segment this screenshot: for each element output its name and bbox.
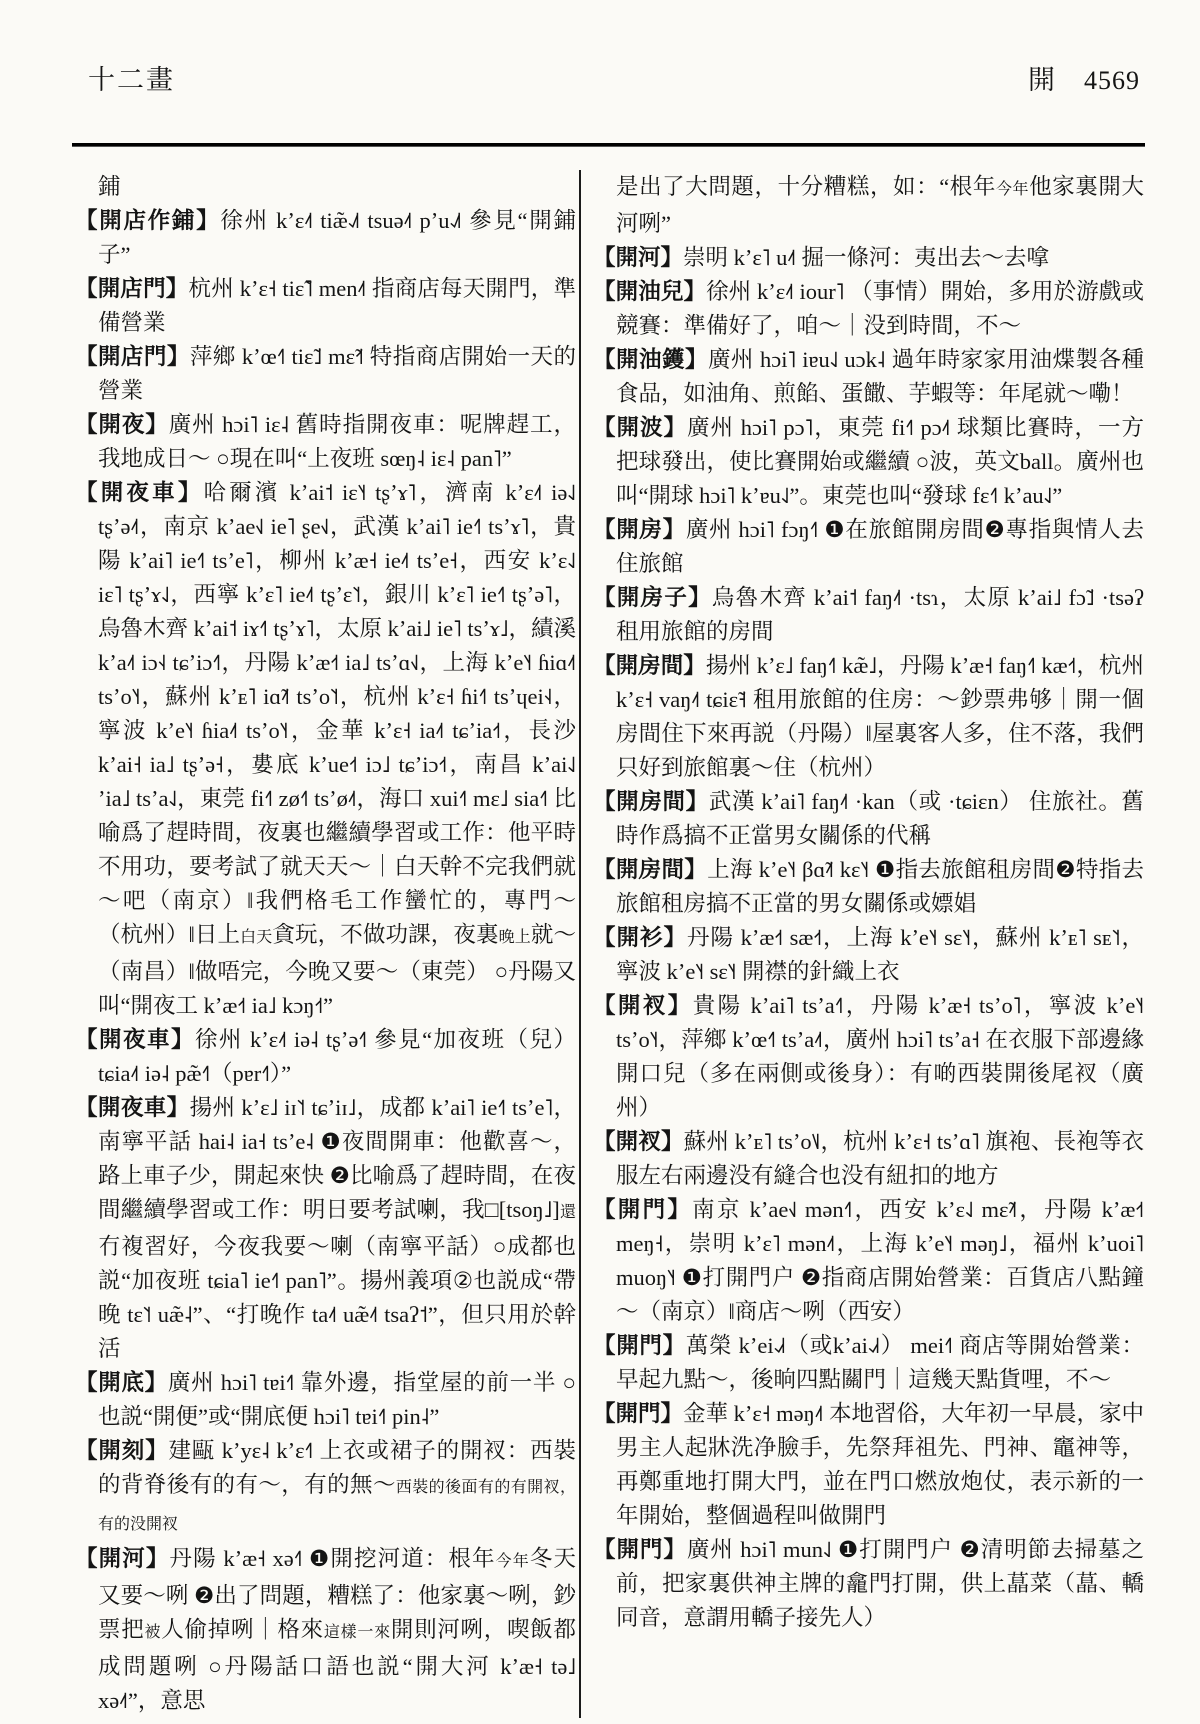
entry-text: 人偷掉咧｜格來 [161, 1617, 324, 1642]
entry-text: 萍鄉 kʼœ˧˥ tiɛ̃˩ mɛ̃˧˦ 特指商店開始一天的營業 [98, 344, 576, 403]
entry-headword: 【開河】 [75, 1546, 170, 1571]
entry-headword: 【開夜】 [75, 412, 169, 437]
dictionary-entry [75, 1542, 576, 1718]
entry-text: 南京 kʼae˧˩ mən˧˥，西安 kʼɛ˨˩ mɛ̃˨˦，丹陽 kʼæ˧˦ meŋ˧，崇明 kʼɛ˥ mən˨˦，上海 kʼe˥˧ məŋ˩，福州 kʼuoi˥ muoŋ˥˧ ❶打開門户 ❷指商店開始營業：百貨店八點鐘～（南京）‖商店～咧（西安） [616, 1197, 1144, 1324]
entry-text: 他家裏開大河咧” [616, 174, 1144, 236]
entry-text: 建甌 kʼyɛ˨ kʼɛ˧˥ 上衣或裙子的開衩：西裝的背脊後有的有～，有的無～ [98, 1438, 576, 1497]
entry-continuation [593, 170, 1144, 241]
entry-headword: 【開房間】 [593, 653, 706, 678]
entry-headword: 【開夜車】 [75, 1095, 190, 1120]
entry-text: 丹陽 kʼæ˧˦ sæ˧˦，上海 kʼe˥˧ sɛ˥˧，蘇州 kʼᴇ˥ sᴇ˥˦，寧波 kʼe˥˧ sɛ˥˧ 開襟的針織上衣 [616, 925, 1144, 984]
dictionary-entry [75, 1091, 576, 1366]
entry-text: 貴陽 kʼai˥ tsʼa˧˥，丹陽 kʼæ˧ tsʼo˥，寧波 kʼe˥˧ tsʼo˥˧，萍鄉 kʼœ˧˥ tsʼa˨˦，廣州 hɔi˥ tsʼa˧ 在衣服下部邊緣開口兒（多在兩側或後身）：有啲西裝開後尾衩（廣州） [616, 993, 1144, 1120]
header-section-label: 十二畫 [88, 65, 175, 95]
entry-text: 丹陽 kʼæ˧ xə˧˥ ❶開挖河道：根年 [169, 1546, 496, 1571]
dictionary-entry [593, 343, 1144, 411]
entry-text: 廣州 hɔi˥ tɐi˧˥ 靠外邊，指堂屋的前一半 ○也説“開便”或“開底便 hɔi˥ tɐi˧˥ pin˨” [98, 1370, 576, 1429]
entry-text: 是出了大問題，十分糟糕，如：“根年 [616, 174, 996, 199]
dictionary-entry [75, 1023, 576, 1091]
dictionary-entry [75, 476, 576, 1023]
entry-text: 哈爾濱 kʼai˦ iɛ˥˧ tʂʼɤ˥，濟南 kʼɛ˨˦ iə˨˩ tʂʼə˨˦，南京 kʼae˧˩ ie˥ ʂe˧˩，武漢 kʼai˥ ie˧˥ tsʼɤ˥，貴陽 kʼai˥ ie˧˥ tsʼe˥，柳州 kʼæ˧ ie˨˦ tsʼe˧，西安 kʼɛ˨˩ iɛ˥ tʂʼɤ˨˩，西寧 kʼɛ˥ ie˨˦ tʂʼɛ˥˦，銀川 kʼɛ˥ ie˧˥ tʂʼə˥，烏魯木齊 kʼai˦ iɤ˧˥ tʂʼɤ˥，太原 kʼai˩ ie˥ tsʼɤ˩，績溪 kʼa˨˦ iɔ˧˨ tɕʼiɔ˧˥，丹陽 kʼæ˧˦ ia˩ tsʼɑ˧˩，上海 kʼe˥˧ ɦiɑ˨˦ tsʼo˥˧，蘇州 kʼᴇ˥ iɑ̃˨˦ tsʼo˥˦，杭州 kʼɛ˧ ɦi˧˥ tsʼɥei˧˨，寧波 kʼe˥˧ ɦia˨˦ tsʼo˥˧，金華 kʼɛ˧ ia˨˦ tɕʼia˧˦，長沙 kʼai˧ ia˩ tʂʼə˧，婁底 kʼue˧˦ iɔ˩ tɕʼiɔ˧˦，南昌 kʼai˨˩ ʼia˩ tsʼa˨˩，東莞 fi˧˥ zø˧˥ tsʼø˨˦，海口 xui˧˥ mɛ˩ sia˧˥ 比喻爲了趕時間，夜裏也繼續學習或工作：他平時不用功，要考試了就天天～｜白天幹不完我們就～吧（南京）‖我們格毛工作蠻忙的，專門～（杭州）‖日上 [98, 480, 576, 947]
entry-headword: 【開刻】 [75, 1438, 169, 1463]
entry-headword: 【開房間】 [593, 857, 708, 882]
dictionary-entry [75, 408, 576, 476]
entry-text: 金華 kʼɛ˧ məŋ˨˦ 本地習俗，大年初一早晨，家中男主人起牀洗净臉手，先祭拜祖先、門神、竈神等，再鄭重地打開大門，並在門口燃放炮仗，表示新的一年開始，整個過程叫做開門 [616, 1401, 1144, 1528]
entry-headword: 【開衫】 [593, 925, 688, 950]
dictionary-entry [593, 241, 1144, 275]
small-gloss-annotation: 西裝的後面有的有開衩，有的没開衩 [98, 1479, 576, 1533]
entry-text: 杭州 kʼɛ˧ tiɛ̃˥ men˨˦ 指商店每天開門，準備營業 [98, 276, 576, 335]
header-right [1028, 58, 1140, 97]
left-column [75, 170, 576, 1718]
column-divider [579, 170, 581, 1718]
dictionary-entry [593, 853, 1144, 921]
entry-headword: 【開房子】 [593, 585, 712, 610]
entry-headword: 【開衩】 [593, 993, 693, 1018]
entry-text: 冇複習好，今夜我要～喇（南寧平話）○成都也説“加夜班 tɕia˥ ie˧˥ pan˥”。揚州義項②也説成“帶晚 tɛ˥˦ uæ̃˨”、“打晚作 ta˨˦ uæ̃˨˦ tsaʔ˦”，但只用於幹活 [98, 1234, 576, 1361]
entry-headword: 【開門】 [593, 1333, 686, 1358]
entry-headword: 【開底】 [75, 1370, 168, 1395]
dictionary-entry [593, 921, 1144, 989]
header-rule [72, 143, 1145, 147]
dictionary-entry [593, 785, 1144, 853]
dictionary-entry [593, 1397, 1144, 1533]
dictionary-entry [593, 1329, 1144, 1397]
text-columns [75, 170, 1144, 1718]
entry-headword: 【開門】 [593, 1401, 684, 1426]
entry-headword: 【開店門】 [75, 276, 189, 301]
small-gloss-annotation: 這樣一來 [323, 1624, 391, 1641]
entry-text: 廣州 hɔi˥ pɔ˥，東莞 fi˧˥ pɔ˨˦ 球類比賽時，一方把球發出，使比賽開始或繼續 ○波，英文ball。廣州也叫“開球 hɔi˥ kʼɐu˨˩”。東莞也叫“發球 fɛ˧˥ kʼau˨˩” [616, 415, 1144, 508]
entry-text: 鋪 [98, 174, 121, 199]
entry-text: 萬榮 kʼei˨˩˧（或kʼai˨˩˧） mei˧˥ 商店等開始營業：早起九點～，後晌四點關門｜這幾天點貨哩，不～ [616, 1333, 1144, 1392]
entry-text: 冬天又要～咧 ❷出了問題，糟糕了：他家裏～咧，鈔票把 [98, 1546, 576, 1642]
dictionary-entry [593, 1533, 1144, 1635]
entry-text: 上海 kʼe˥˧ βɑ̃˨˦ kɛ˥˧ ❶指去旅館租房間❷特指去旅館租房搞不正當的男女關係或嫖娼 [616, 857, 1144, 916]
entry-text: 揚州 kʼɛ˩ iɪ˥˦ tɕʼiɪ˩，成都 kʼai˥ ie˧˥ tsʼe˥，南寧平話 hai˨ ia˧ tsʼe˨ ❶夜間開車：他歡喜～，路上車子少，開起來快 ❷比喻爲了趕時間，在夜間繼續學習或工作：明日要考試喇，我□[tsoŋ˩] [98, 1095, 576, 1222]
entry-headword: 【開店作鋪】 [75, 208, 221, 233]
entry-text: 武漢 kʼai˥ faŋ˨˦ ·kan（或 ·tɕiɛn） 住旅社。舊時作爲搞不正當男女關係的代稱 [616, 789, 1144, 848]
header-running-head: 開 [1028, 65, 1056, 95]
entry-text: 揚州 kʼɛ˩ faŋ˧˥ kæ̃˩，丹陽 kʼæ˧ faŋ˧˥ kæ˧˦，杭州 kʼɛ˧ vaŋ˨˦ tɕiɛ̃˧ 租用旅館的住房：～鈔票弗够｜開一個房間住下來再説（丹陽）‖屋裏客人多，住不落，我們只好到旅館裏～住（杭州） [616, 653, 1144, 780]
entry-text: 就～（南昌）‖做唔完，今晚又要～（東莞） ○丹陽又叫“開夜工 kʼæ˧˦ ia˩ kɔŋ˧˦” [98, 922, 576, 1018]
entry-headword: 【開房】 [593, 517, 686, 542]
dictionary-entry [593, 513, 1144, 581]
entry-text: 徐州 kʼɛ˨˦ iə˨ tʂʼə˧˥ 參見“加夜班（兒）tɕia˨˦ iə˨ pæ̃˧˥（pɐr˧˥）” [98, 1027, 576, 1086]
entry-headword: 【開油兒】 [593, 279, 707, 304]
entry-headword: 【開衩】 [593, 1129, 684, 1154]
entry-text: 烏魯木齊 kʼai˦ faŋ˨˦ ·tsɿ，太原 kʼai˩ fɔ̃˩ ·tsəʔ 租用旅館的房間 [616, 585, 1144, 644]
entry-text: 貪玩，不做功課，夜裏 [272, 922, 499, 947]
dictionary-entry [593, 649, 1144, 785]
dictionary-entry [75, 272, 576, 340]
entry-headword: 【開門】 [593, 1197, 693, 1222]
page-header [88, 58, 1140, 97]
entry-headword: 【開店門】 [75, 344, 190, 369]
small-gloss-annotation: 被 [144, 1624, 162, 1641]
dictionary-entry [593, 581, 1144, 649]
entry-text: 廣州 hɔi˥ fɔŋ˧˥ ❶在旅館開房間❷專指與情人去住旅館 [616, 517, 1144, 576]
dictionary-entry [75, 1366, 576, 1434]
entry-text: 廣州 hɔi˥ iɛ˨ 舊時指開夜車：呢牌趕工，我地成日～ ○現在叫“上夜班 sœŋ˨ iɛ˨ pan˥” [98, 412, 576, 471]
entry-text: 廣州 hɔi˥ mun˨˩ ❶打開門户 ❷清明節去掃墓之前，把家裏供神主牌的龕門打開，供上蕌菜（蕌、轎同音，意謂用轎子接先人） [616, 1537, 1144, 1630]
entry-headword: 【開河】 [593, 245, 684, 270]
entry-headword: 【開油鑊】 [593, 347, 708, 372]
dictionary-entry [593, 275, 1144, 343]
right-column [593, 170, 1144, 1718]
dictionary-entry [593, 989, 1144, 1125]
entry-text: 廣州 hɔi˥ iɐu˨˩ uɔk˨ 過年時家家用油煠製各種食品，如油角、煎餡、蛋饊、芋蝦等：年尾就～嘞！ [616, 347, 1144, 406]
dictionary-entry [593, 411, 1144, 513]
dictionary-entry [75, 1434, 576, 1542]
small-gloss-annotation: 今年 [995, 181, 1030, 198]
entry-headword: 【開夜車】 [75, 480, 204, 505]
header-page-number: 4569 [1084, 66, 1140, 95]
entry-text: 崇明 kʼɛ˥ u˨˦ 掘一條河：夷出去～去嗱 [683, 245, 1050, 270]
entry-headword: 【開波】 [593, 415, 688, 440]
entry-headword: 【開夜車】 [75, 1027, 195, 1052]
entry-text: 徐州 kʼɛ˨˦ tiæ̃˨˩˦ tsuə˨˦ pʼu˨˩˦ 參見“開鋪子” [98, 208, 576, 267]
dictionary-entry [75, 340, 576, 408]
small-gloss-annotation: 今年 [495, 1553, 530, 1570]
entry-headword: 【開門】 [593, 1537, 687, 1562]
dictionary-entry [593, 1125, 1144, 1193]
small-gloss-annotation: 還 [559, 1204, 576, 1221]
entry-headword: 【開房間】 [593, 789, 709, 814]
small-gloss-annotation: 晚上 [498, 929, 531, 946]
entry-text: 徐州 kʼɛ˨˦ iour˥ （事情）開始，多用於游戲或競賽：準備好了，咱～｜没到時間，不～ [616, 279, 1144, 338]
entry-text: 蘇州 kʼᴇ˥ tsʼo˥˩，杭州 kʼɛ˧ tsʼɑ˥ 旗袍、長袍等衣服左右兩邊没有縫合也没有紐扣的地方 [616, 1129, 1144, 1188]
dictionary-entry [75, 204, 576, 272]
entry-text: 開則河咧，喫飯都成問題咧 ○丹陽話口語也説“開大河 kʼæ˧ tə˩ xə˨˦”，意思 [98, 1617, 576, 1713]
entry-continuation [75, 170, 576, 204]
dictionary-entry [593, 1193, 1144, 1329]
small-gloss-annotation: 白天 [240, 929, 273, 946]
